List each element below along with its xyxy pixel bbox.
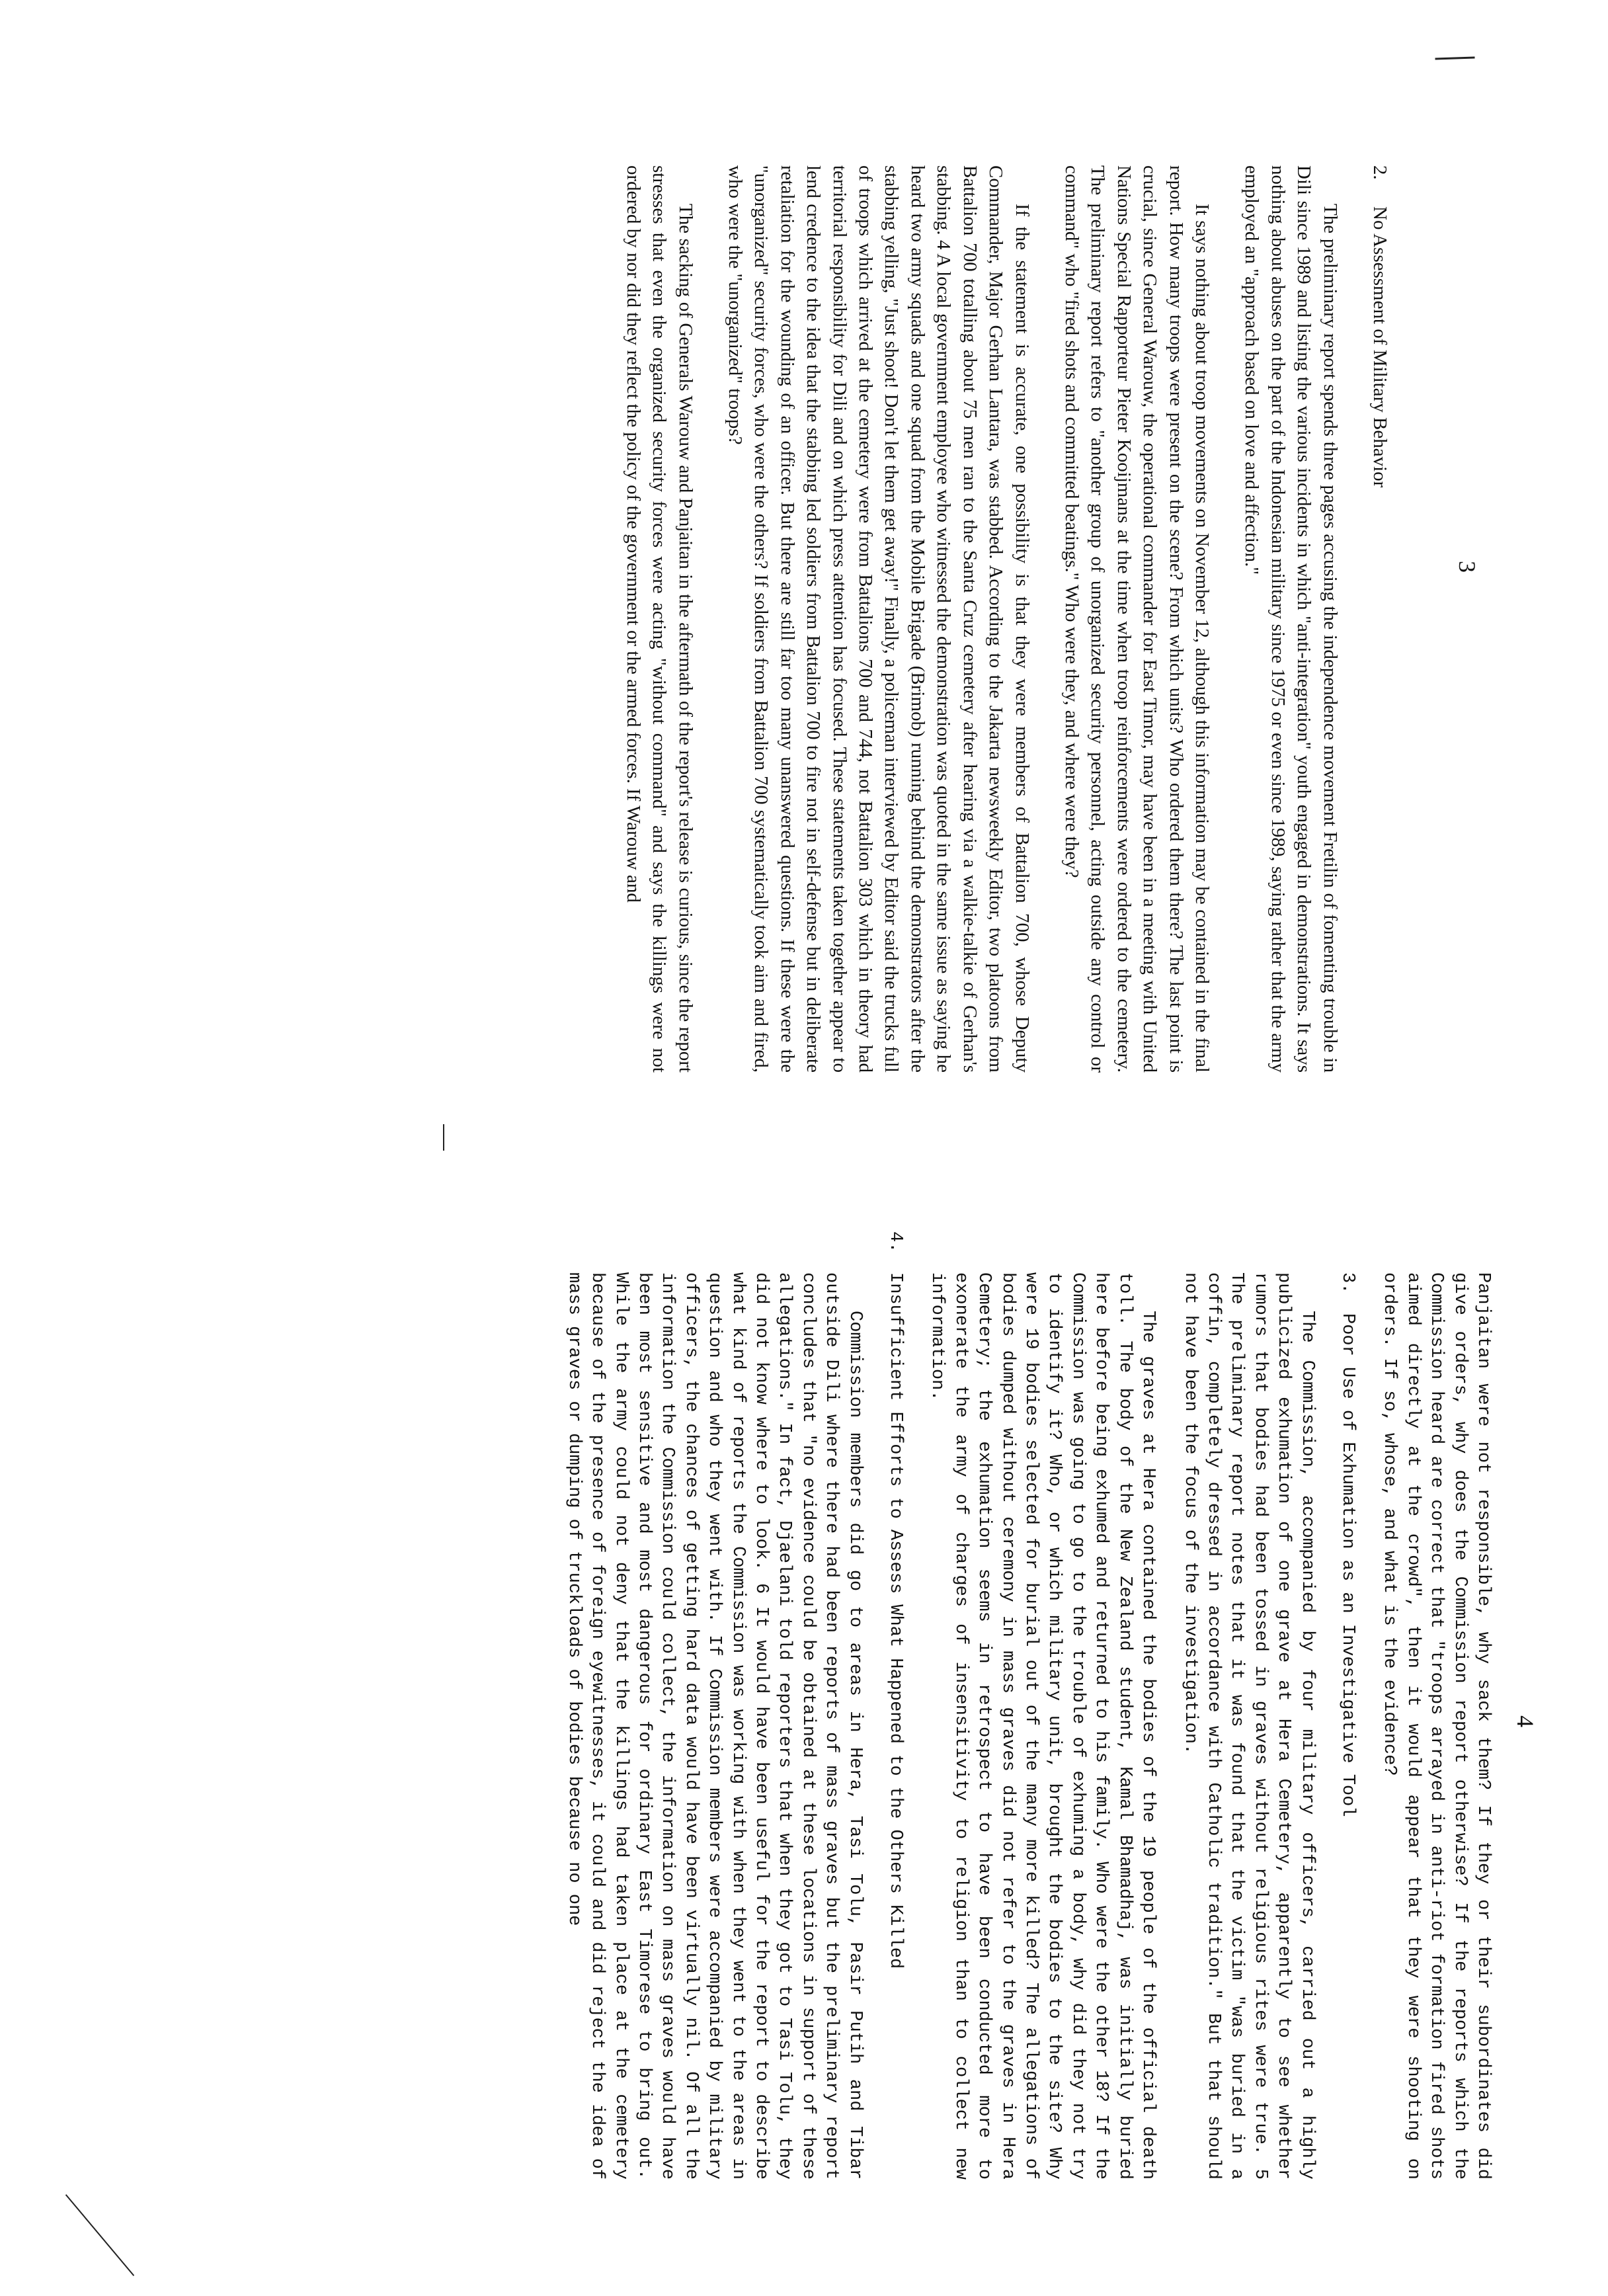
page-4 [0,1148,1608,2296]
page-3-text-column [620,165,1392,1073]
section-number: 3. [1337,1272,1357,1294]
section-title: Poor Use of Exhumation as an Investigative Tool [1337,1313,1357,1817]
paragraph: The preliminary report spends three pages accusing the independence movement Fretilin of fomenting trouble in Dili since 1989 and listing the various incidents in which "anti-integration" youth engaged in demonstrations. It says nothing about abuses on the part of the Indonesian military since 1975 or even since 1989, saying rather that the army employed an "approach based on love and affection." [1241,165,1341,1073]
page-4-text-column [561,1231,1494,2180]
section-number: 4. [885,1231,906,1253]
scan-mark [443,1124,444,1151]
paragraph: It says nothing about troop movements on November 12, although this information may be contained in the final report. How many troops were present on the scene? From which units? Who ordered them there? The last point is crucial, since General Warouw, the operational commander for East Timor, may have been in a meeting with United Nations Special Rapporteur Pieter Kooijmans at the time when troop reinforcements were ordered to the cemetery. The preliminary report refers to "another group of unorganized security personnel, acting outside any control or command" who "fired shots and committed beatings." Who were they, and where were they? [1061,165,1213,1073]
paragraph: The graves at Hera contained the bodies of the 19 people of the official death toll. The body of the New Zealand student, Kamal Bhamadhaj, was initially buried here before being exhumed and returned to his family. Who were the other 18? If the Commission was going to go to the trouble of exhuming a body, why did they not try to identify it? Who, or which military unit, brought the bodies to the site? Why were 19 bodies selected for burial out of the many more killed? The allegations of bodies dumped without ceremony in mass graves did not refer to the graves in Hera Cemetery; the exhumation seems in retrospect to have been conducted more to exonerate the army of charges of insensitivity to religion than to collect new information. [927,1272,1158,2180]
paragraph: The Commission, accompanied by four military officers, carried out a highly publicized exhumation of one grave at Hera Cemetery, apparently to see whether rumors that bodies had been tossed in graves without religious rites were true. 5 The preliminary report notes that it was found that the victim "was buried in a coffin, completely dressed in accordance with Catholic tradition." But that should not have been the focus of the investigation. [1180,1272,1317,2180]
section-2-heading [1367,165,1392,1073]
paragraph: Commission members did go to areas in Hera, Tasi Tolu, Pasir Putih and Tibar outside Dili where there had been reports of mass graves but the preliminary report concludes that "no evidence could be obtained at these locations in support of these allegations." In fact, Djaelani told reporters that when they got to Tasi Tolu, they did not know where to look. 6 It would have been useful for the report to describe what kind of reports the Commission was working with when they went to the areas in question and who they went with. If Commission members were accompanied by military officers, the chances of getting hard data would have been virtually nil. Of all the information the Commission could collect, the information on mass graves would have been most sensitive and most dangerous for ordinary East Timorese to bring out. While the army could not deny that the killings had taken place at the cemetery because of the presence of foreign eyewitnesses, it could and did reject the idea of mass graves or dumping of truckloads of bodies because no one [563,1272,865,2180]
page-number: 3 [1454,561,1480,573]
section-title: No Assessment of Military Behavior [1369,206,1390,488]
paragraph: The sacking of Generals Warouw and Panjaitan in the aftermath of the report's release is curious, since the report stresses that even the organized security forces were acting "without command" and says the killings were not ordered by nor did they reflect the policy of the government or the armed forces. If Warouw and [622,165,696,1073]
continuation-paragraph: Panjaitan were not responsible, why sack them? If they or their subordinates did give orders, why does the Commission report otherwise? If the reports which the Commission heard are correct that "troops arrayed in anti-riot formation fired shots aimed directly at the crowd", then it would appear that they were shooting on orders. If so, whose, and what is the evidence? [1379,1272,1493,2180]
paragraph: If the statement is accurate, one possibility is that they were members of Battalion 700, whose Deputy Commander, Major Gerhan Lantara, was stabbed. According to the Jakarta newsweekly Editor, two platoons from Battalion 700 totalling about 75 men ran to the Santa Cruz cemetery after hearing via a walkie-talkie of Gerhan's stabbing. 4 A local government employee who witnessed the demonstration was quoted in the same issue as saying he heard two army squads and one squad from the Mobile Brigade (Brimob) running behind the demonstrators after the stabbing yelling, "Just shoot! Don't let them get away!" Finally, a policeman interviewed by Editor said the trucks full of troops which arrived at the cemetery were from Battalions 700 and 744, not Battalion 303 which in theory had territorial responsibility for Dili and on which press attention has focused. These statements taken together appear to lend credence to the idea that the stabbing led soldiers from Battalion 700 to fire not in self-defense but in deliberate retaliation for the wounding of an officer. But there are still far too many unanswered questions. If these were the "unorganized" security forces, who were the others? If soldiers from Battalion 700 systematically took aim and fired, who were the "unorganized" troops? [725,165,1033,1073]
section-number: 2. [1369,165,1390,180]
page-number: 4 [1512,1715,1539,1727]
section-title: Insufficient Efforts to Assess What Happened to the Others Killed [885,1272,906,1969]
section-4-heading [883,1231,906,2180]
section-3-heading [1336,1272,1359,2180]
